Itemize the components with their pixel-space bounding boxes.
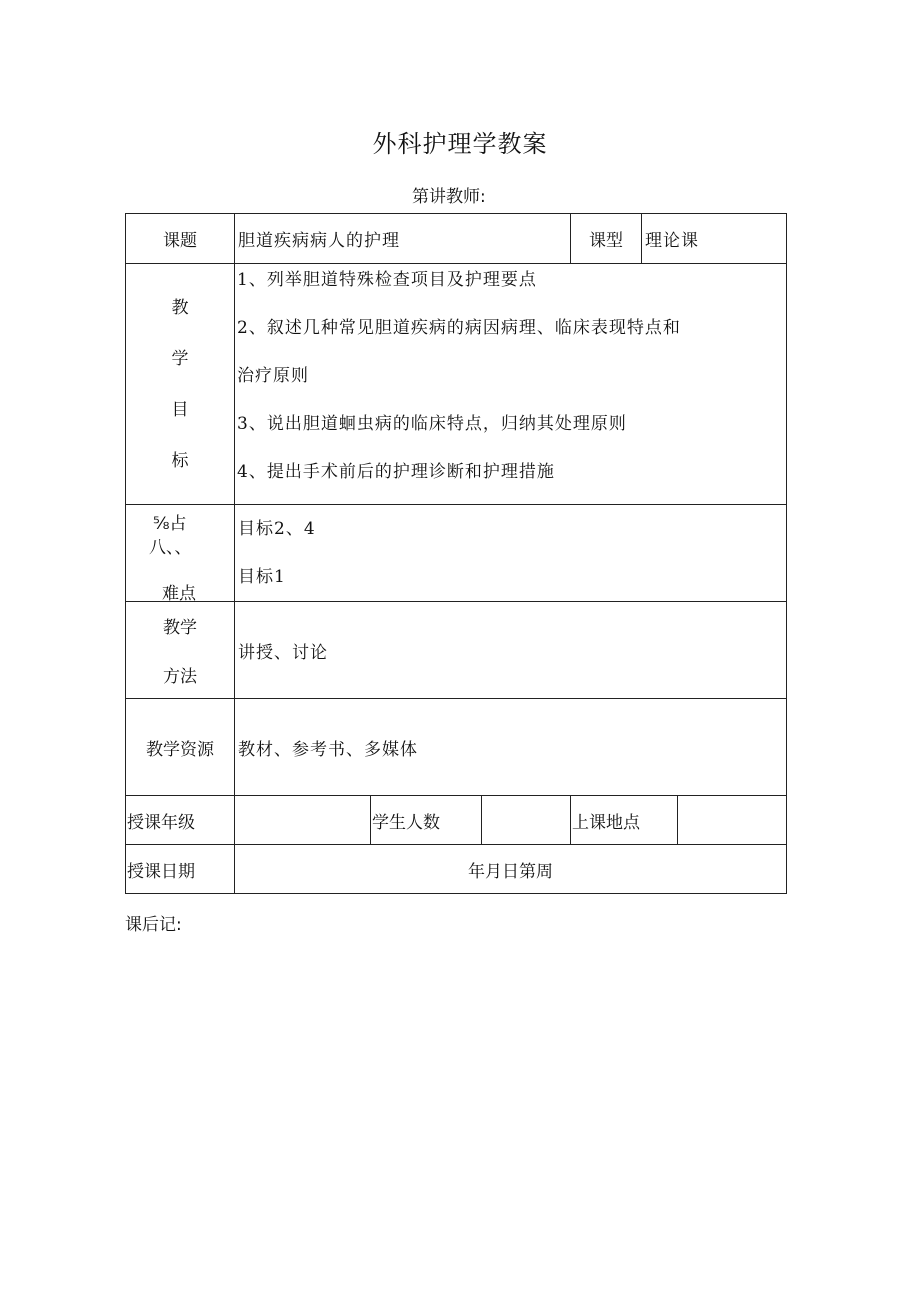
objective-item: 3、说出胆道蛔虫病的临床特点，归纳其处理原则	[237, 414, 627, 434]
key-points-row	[126, 505, 787, 602]
difficult-point-value: 目标1	[238, 567, 286, 587]
date-label: 授课日期	[126, 845, 235, 894]
after-class-notes-label: 课后记:	[125, 915, 182, 935]
key-point-value: 目标2、4	[238, 519, 316, 539]
objective-item: 2、叙述几种常见胆道疾病的病因病理、临床表现特点和	[237, 318, 681, 338]
key-points-content	[235, 505, 787, 602]
lesson-type-value: 理论课	[642, 214, 787, 264]
method-label-line: 方法	[163, 667, 197, 687]
topic-value: 胆道疾病病人的护理	[235, 214, 571, 264]
date-row	[126, 845, 787, 894]
location-value	[678, 796, 787, 845]
method-row	[126, 602, 787, 699]
objectives-label-char: 学	[171, 348, 189, 369]
objective-item: 4、提出手术前后的护理诊断和护理措施	[237, 462, 555, 482]
objectives-row	[126, 264, 787, 505]
resources-row	[126, 699, 787, 796]
key-points-label-line: ⅝占	[153, 514, 187, 534]
objective-item: 治疗原则	[237, 366, 309, 386]
method-label-line: 教学	[163, 618, 197, 638]
objectives-label-char: 标	[171, 450, 189, 471]
lesson-plan-table	[125, 213, 787, 894]
objective-item: 1、列举胆道特殊检查项目及护理要点	[237, 270, 537, 290]
document-title: 外科护理学教案	[372, 130, 548, 158]
lecturer-label: 第讲教师:	[412, 187, 486, 207]
key-points-label	[126, 505, 235, 602]
grade-value	[235, 796, 371, 845]
objectives-content	[235, 264, 787, 505]
topic-row	[126, 214, 787, 264]
objectives-label-char: 教	[171, 297, 189, 318]
grade-row	[126, 796, 787, 845]
key-points-label-line: 八、、	[149, 538, 192, 558]
students-label: 学生人数	[371, 796, 482, 845]
resources-value: 教材、参考书、多媒体	[235, 699, 787, 796]
objectives-label	[126, 264, 235, 505]
grade-label: 授课年级	[126, 796, 235, 845]
topic-label: 课题	[126, 214, 235, 264]
method-label	[126, 602, 235, 699]
date-value: 年月日第周	[235, 845, 787, 894]
students-value	[482, 796, 571, 845]
method-value: 讲授、讨论	[235, 602, 787, 699]
objectives-label-char: 目	[171, 399, 189, 420]
lesson-type-label: 课型	[571, 214, 642, 264]
key-points-label-line: 难点	[162, 584, 196, 604]
resources-label: 教学资源	[126, 699, 235, 796]
location-label: 上课地点	[571, 796, 678, 845]
